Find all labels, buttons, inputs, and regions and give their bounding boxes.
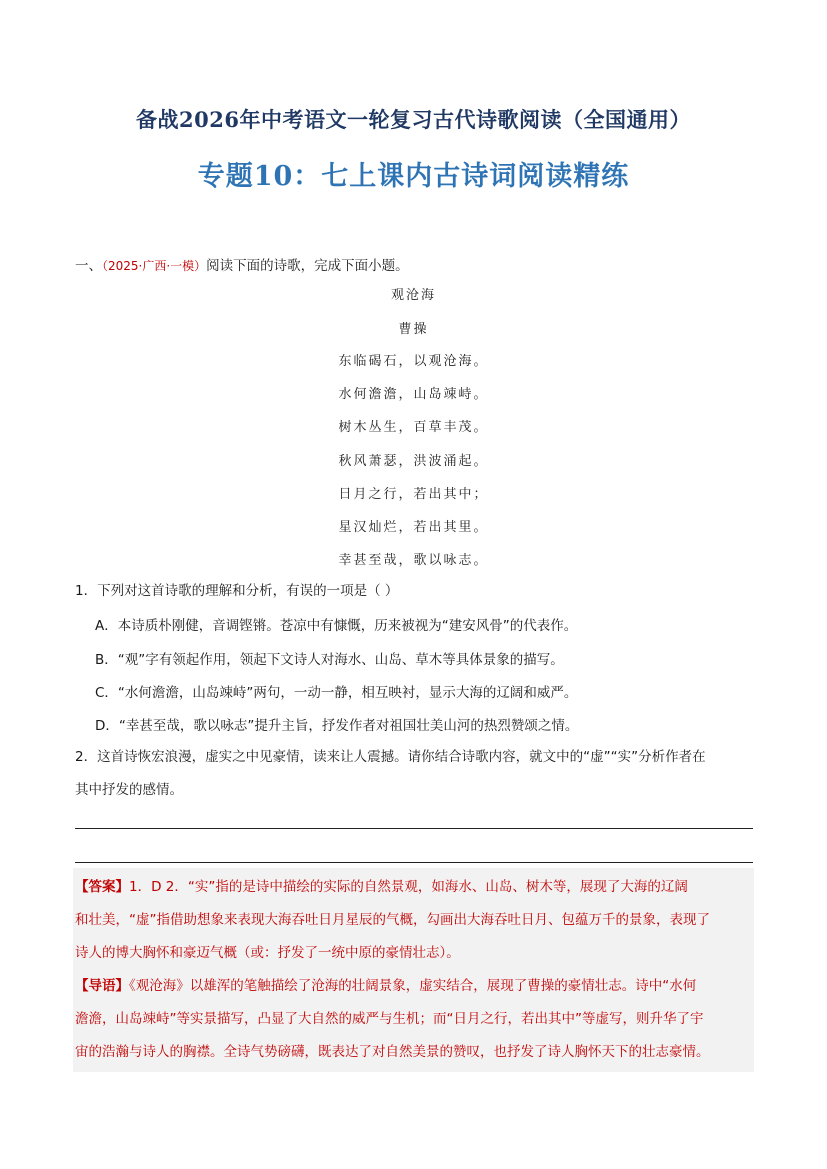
document-title: 备战2026年中考语文一轮复习古代诗歌阅读（全国通用） — [136, 107, 691, 132]
question-2-line-2: 其中抒发的感情。 — [75, 782, 183, 798]
question-1-stem: 1．下列对这首诗歌的理解和分析，有误的一项是（ ） — [75, 583, 399, 599]
poem-line: 日月之行，若出其中； — [338, 487, 489, 502]
answer-text: 1．D 2．“实”指的是诗中描绘的实际的自然景观，如海水、山岛、树木等，展现了大海的辽阔 — [129, 879, 688, 895]
poem-line: 水何澹澹，山岛竦峙。 — [338, 387, 489, 402]
poem-line: 星汉灿烂，若出其里。 — [338, 520, 489, 535]
answer-line-1 — [75, 871, 755, 904]
question-instruction: 阅读下面的诗歌，完成下面小题。 — [206, 258, 409, 274]
answer-line — [75, 862, 753, 863]
document-subtitle: 专题10：七上课内古诗词阅读精练 — [197, 161, 630, 192]
poem-line: 秋风萧瑟，洪波涌起。 — [338, 454, 489, 469]
question-source: （2025·广西·一模） — [102, 259, 207, 273]
poem-author: 曹操 — [398, 322, 429, 337]
guide-text: 《观沧海》以雄浑的笔触描绘了沧海的壮阔景象，虚实结合，展现了曹操的豪情壮志。诗中“水何 — [129, 978, 697, 994]
poem-title: 观沧海 — [390, 288, 436, 303]
option-a: A．本诗质朴刚健，音调铿锵。苍凉中有慷慨，历来被视为“建安风骨”的代表作。 — [95, 618, 578, 634]
poem-line: 东临碣石，以观沧海。 — [338, 354, 489, 369]
option-c: C．“水何澹澹，山岛竦峙”两句，一动一静，相互映衬，显示大海的辽阔和威严。 — [95, 685, 578, 701]
poem-line: 树木丛生，百草丰茂。 — [338, 420, 489, 435]
question-number: 一、 — [75, 258, 102, 274]
answer-label: 【答案】 — [75, 879, 129, 895]
guide-line-1 — [75, 970, 755, 1003]
answer-line-2: 和壮美，“虚”指借助想象来表现大海吞吐日月星辰的气概，勾画出大海吞吐日月、包蕴万千的景象，表现了 — [75, 912, 710, 928]
question-2-line-1: 2．这首诗恢宏浪漫，虚实之中见豪情，读来让人震撼。请你结合诗歌内容，就文中的“虚”“实”分析作者在 — [75, 749, 706, 765]
option-d: D．“幸甚至哉，歌以咏志”提升主旨，抒发作者对祖国壮美山河的热烈赞颂之情。 — [95, 718, 579, 734]
poem-line: 幸甚至哉，歌以咏志。 — [338, 553, 489, 568]
option-b: B．“观”字有领起作用，领起下文诗人对海水、山岛、草木等具体景象的描写。 — [95, 652, 564, 668]
answer-line-3: 诗人的博大胸怀和豪迈气概（或：抒发了一统中原的豪情壮志）。 — [75, 945, 460, 961]
answer-line — [75, 828, 753, 829]
question-heading — [75, 254, 409, 274]
guide-line-3: 宙的浩瀚与诗人的胸襟。全诗气势磅礴，既表达了对自然美景的赞叹，也抒发了诗人胸怀天下的壮志豪情。 — [75, 1044, 710, 1060]
guide-label: 【导语】 — [75, 978, 129, 994]
guide-line-2: 澹澹，山岛竦峙”等实景描写，凸显了大自然的威严与生机；而“日月之行，若出其中”等虚写，则升华了宇 — [75, 1011, 704, 1027]
